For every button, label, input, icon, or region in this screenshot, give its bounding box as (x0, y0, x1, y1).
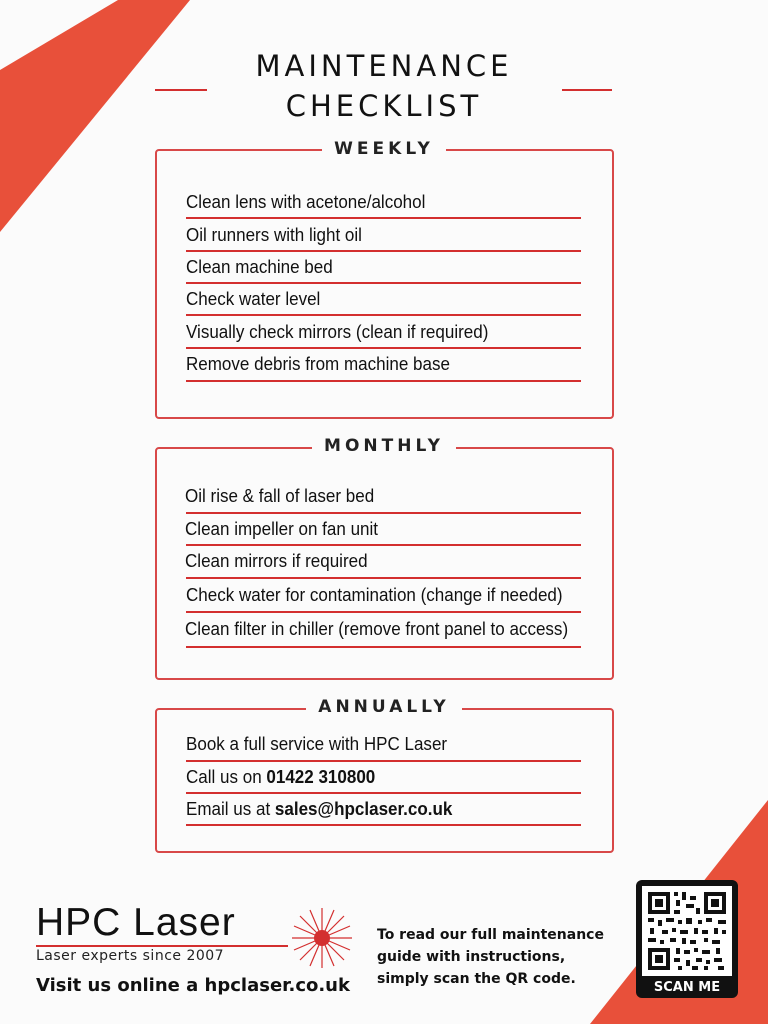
monthly-item-2-rule (186, 544, 581, 546)
monthly-item-5: Clean filter in chiller (remove front panel to access) (185, 618, 569, 639)
monthly-item-3: Clean mirrors if required (185, 550, 368, 571)
title-rule-right (562, 89, 612, 91)
hpc-laser-logo: HPC Laser (36, 901, 236, 944)
annually-item-2-rule (186, 792, 581, 794)
annually-heading-text: ANNUALLY (306, 697, 461, 717)
weekly-item-5-rule (186, 347, 581, 349)
weekly-heading (0, 139, 768, 159)
weekly-item-1: Clean lens with acetone/alcohol (186, 191, 426, 212)
guide-line-2: guide with instructions, (377, 949, 566, 965)
weekly-item-3-rule (186, 282, 581, 284)
email-address[interactable]: sales@hpclaser.co.uk (274, 798, 453, 819)
monthly-item-5-rule (186, 646, 581, 648)
weekly-item-2-rule (186, 250, 581, 252)
qr-card[interactable] (636, 880, 738, 998)
weekly-item-2: Oil runners with light oil (186, 224, 362, 245)
annually-item-3 (186, 796, 549, 822)
page-title-line1: MAINTENANCE (255, 49, 513, 83)
email-label: Email us at (186, 798, 275, 819)
weekly-item-3: Clean machine bed (186, 256, 333, 277)
monthly-heading (0, 436, 768, 456)
annually-heading (0, 697, 768, 717)
tagline: Laser experts since 2007 (36, 948, 225, 964)
qr-code-graphic (642, 886, 732, 976)
annually-item-1: Book a full service with HPC Laser (186, 733, 448, 754)
visit-website-text[interactable]: Visit us online a hpclaser.co.uk (36, 975, 350, 996)
weekly-heading-text: WEEKLY (322, 139, 446, 159)
weekly-item-5: Visually check mirrors (clean if required) (186, 321, 489, 342)
monthly-item-1: Oil rise & fall of laser bed (185, 485, 375, 506)
guide-instructions (377, 924, 627, 990)
phone-number[interactable]: 01422 310800 (266, 766, 376, 787)
weekly-item-4-rule (186, 314, 581, 316)
monthly-item-4-rule (186, 611, 581, 613)
monthly-heading-text: MONTHLY (312, 436, 456, 456)
weekly-item-6-rule (186, 380, 581, 382)
annually-item-2 (186, 764, 549, 790)
title-rule-left (155, 89, 207, 91)
logo-underline (36, 945, 288, 947)
laser-starburst-icon (290, 906, 354, 970)
weekly-item-6: Remove debris from machine base (186, 353, 450, 374)
monthly-item-1-rule (186, 512, 581, 514)
annually-item-1-rule (186, 760, 581, 762)
monthly-item-3-rule (186, 577, 581, 579)
annually-item-3-rule (186, 824, 581, 826)
call-label: Call us on (186, 766, 267, 787)
weekly-item-4: Check water level (186, 288, 321, 309)
scan-me-label: SCAN ME (653, 980, 721, 995)
guide-line-1: To read our full maintenance (377, 927, 604, 943)
page-title-line2: CHECKLIST (285, 89, 483, 123)
weekly-item-1-rule (186, 217, 581, 219)
monthly-item-2: Clean impeller on fan unit (185, 518, 379, 539)
monthly-item-4: Check water for contamination (change if needed) (186, 584, 563, 605)
guide-line-3: simply scan the QR code. (377, 971, 576, 987)
page-title (0, 46, 768, 126)
qr-code-icon[interactable] (642, 886, 732, 976)
